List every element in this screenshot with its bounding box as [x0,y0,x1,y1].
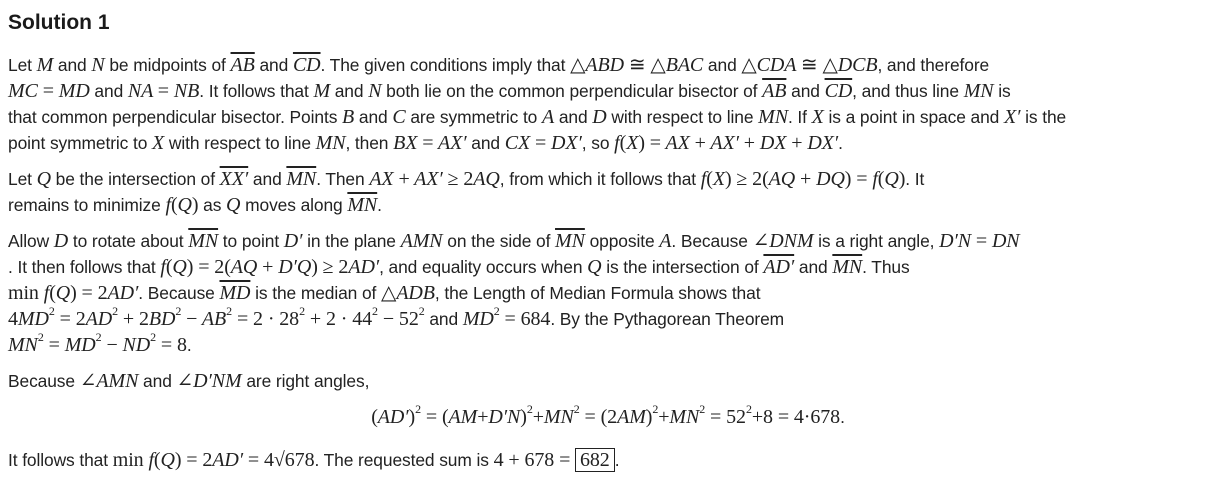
paragraph-3-line-4: $4MD^2 = 2AD^2 + 2BD^2 - AB^2 = 2 \cdot 28^2 + 2 \cdot 44^2 - 52^2$ and $MD^2 = 684$. By the Pythagorean Theorem [8,304,785,330]
conclusion-line: It follows that min f(Q) = 2AD′ = 4√678. The requested sum is 4 + 678 = 682 . [8,449,620,471]
solution-heading: Solution 1 [8,11,110,34]
paragraph-1-line-1: Let M and N be midpoints of $\overline{AB}$ and $\overline{CD}$. The given conditions imply that △ABD ≅ △BAC and △CDA ≅ △DCB, and therefore [8,54,990,76]
paragraph-3-line-2: . It then follows that f(Q) = 2(AQ + D′Q) ≥ 2AD′, and equality occurs when Q is the intersection of AD′ and $\overline{MN}$. Thus [8,256,910,278]
paragraph-1-line-4: point symmetric to X with respect to line MN, then BX = AX′ and CX = DX′, so f(X) = AX + AX′ + DX + DX′. [8,132,843,154]
paragraph-4-line-1: Because ∠AMN and ∠D′NM are right angles, [8,370,370,392]
paragraph-3-line-3: min f(Q) = 2AD′. Because $\overline{MD}$ is the median of △ADB, the Length of Median Formula shows that [8,282,761,304]
paragraph-2-line-2: remains to minimize f(Q) as Q moves along $\overline{MN}$. [8,194,382,216]
paragraph-3-line-1: Allow D to rotate about $\overline{MN}$ to point D′ in the plane AMN on the side of $\overline{MN}$ opposite A. Because ∠DNM is a right angle, D′N = DN [8,230,1020,252]
paragraph-1-line-2: MC = MD and NA = NB. It follows that M and N both lie on the common perpendicular bisector of $\overline{AB}$ and $\overline{CD}$, and thus line MN is [8,80,1011,102]
answer-box: 682 [575,448,615,472]
paragraph-2-line-1: Let Q be the intersection of XX′ and $\overline{MN}$. Then AX + AX′ ≥ 2AQ, from which it follows that f(X) ≥ 2(AQ + DQ) = f(Q). It [8,168,925,190]
display-equation: $(AD')^2 = (AM+D'N)^2+MN^2 = (2AM)^2+MN^2 = 52^2+8 = 4\cdot 678$. [371,402,845,428]
paragraph-1-line-3: that common perpendicular bisector. Points B and C are symmetric to A and D with respect to line MN. If X is a point in space and X′ is the [8,106,1067,128]
paragraph-3-line-5: $MN^2 = MD^2 - ND^2 = 8$. [8,330,192,356]
